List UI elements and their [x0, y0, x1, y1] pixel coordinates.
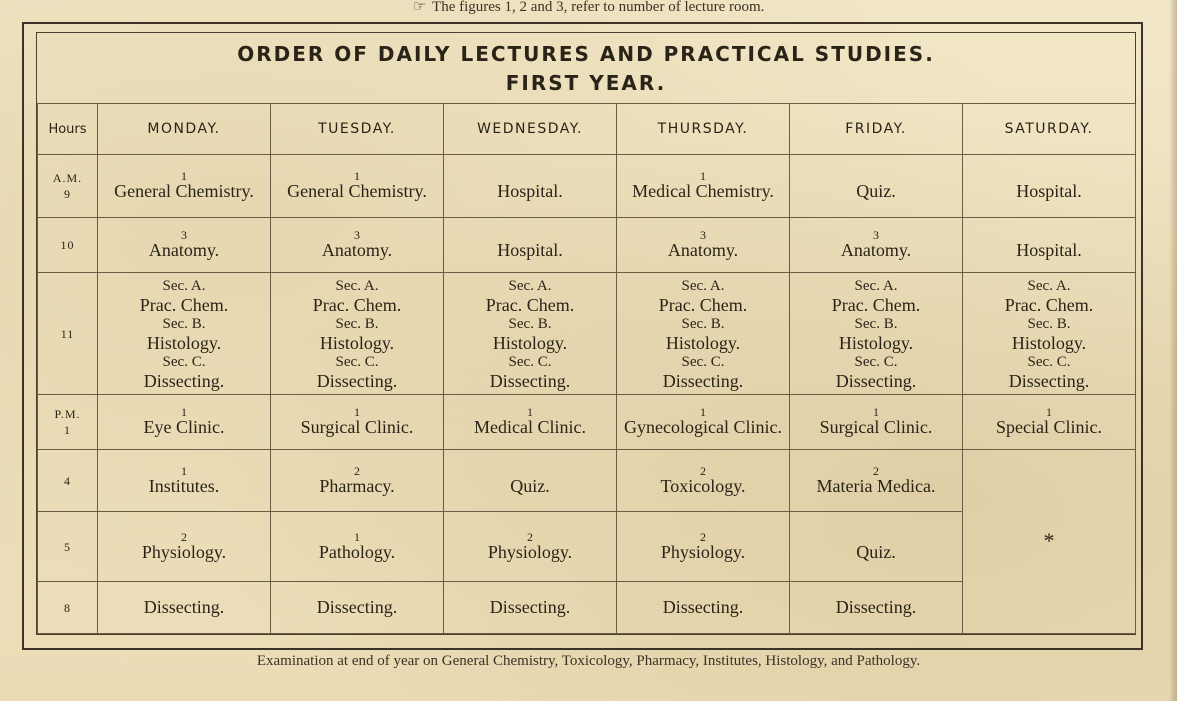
- room-number: 1: [527, 405, 533, 419]
- subject: Quiz.: [856, 541, 896, 562]
- lecture-cell: [271, 512, 444, 582]
- day-header: SATURDAY.: [963, 104, 1136, 155]
- sections-cell: [271, 273, 444, 395]
- subject: Histology.: [319, 332, 395, 353]
- header-row: [38, 104, 1136, 155]
- section-label: Sec. A.: [854, 277, 898, 294]
- room-number: 3: [181, 228, 187, 242]
- section-label: Sec. A.: [508, 277, 552, 294]
- lecture-cell: [98, 395, 271, 450]
- subject: Quiz.: [510, 475, 550, 496]
- room-number: [444, 466, 616, 476]
- room-number: 3: [700, 228, 706, 242]
- lecture-cell: [98, 218, 271, 273]
- room-number: [444, 230, 616, 240]
- room-number: [963, 230, 1135, 240]
- room-number: 1: [354, 169, 360, 183]
- examination-note: Examination at end of year on General Chemistry, Toxicology, Pharmacy, Institutes, Histology, and Pathology.: [256, 653, 921, 669]
- subject: Dissecting.: [143, 597, 225, 617]
- asterisk-mark: *: [1043, 527, 1055, 553]
- lecture-cell: [444, 218, 617, 273]
- section-label: Sec. C.: [681, 353, 725, 370]
- subject: Physiology.: [141, 541, 227, 562]
- hour-cell: [38, 218, 98, 273]
- subject: Histology.: [1011, 332, 1087, 353]
- sections-cell: [790, 273, 963, 395]
- room-number: 1: [700, 169, 706, 183]
- subject: Dissecting.: [662, 597, 744, 617]
- subject: Pharmacy.: [319, 475, 395, 496]
- room-number: 3: [873, 228, 879, 242]
- hour-label: A.M.: [52, 171, 83, 185]
- sections-cell: [963, 273, 1136, 395]
- subject: Prac. Chem.: [1004, 294, 1094, 315]
- subject: Dissecting.: [143, 370, 225, 391]
- lecture-table: [37, 103, 1136, 634]
- room-number: 2: [873, 463, 879, 478]
- section-label: Sec. C.: [854, 353, 898, 370]
- subject: Anatomy.: [321, 240, 393, 260]
- hour-value: 8: [64, 600, 71, 615]
- subject: Histology.: [146, 332, 222, 353]
- subject: Dissecting.: [489, 370, 571, 391]
- day-header: WEDNESDAY.: [444, 104, 617, 155]
- section-label: Sec. C.: [1027, 353, 1071, 370]
- table-row: [38, 155, 1136, 218]
- subject: Pathology.: [318, 541, 396, 562]
- subject: Prac. Chem.: [658, 294, 748, 315]
- subject: Dissecting.: [316, 370, 398, 391]
- subject: Dissecting.: [1008, 370, 1090, 391]
- room-number: 2: [354, 463, 360, 478]
- subject: Quiz.: [856, 181, 896, 201]
- lecture-cell: [444, 155, 617, 218]
- hour-value: 4: [64, 473, 71, 488]
- lecture-room-note-text: The figures 1, 2 and 3, refer to number of lecture room.: [432, 0, 765, 15]
- lecture-cell: [271, 395, 444, 450]
- lecture-cell: [444, 582, 617, 634]
- pointing-hand-icon: ☞: [412, 0, 427, 15]
- room-number: 1: [354, 529, 360, 544]
- subject: Physiology.: [487, 541, 573, 562]
- subject: Hospital.: [1016, 181, 1082, 201]
- room-number: 1: [1046, 405, 1052, 419]
- subject: Dissecting.: [316, 597, 398, 617]
- room-number: 2: [700, 529, 706, 544]
- room-number: 1: [873, 405, 879, 419]
- subject: Gynecological Clinic.: [624, 417, 782, 437]
- subject: Surgical Clinic.: [300, 417, 414, 437]
- lecture-cell: [98, 582, 271, 634]
- lecture-cell: [790, 582, 963, 634]
- hour-cell: [38, 450, 98, 512]
- subject: Surgical Clinic.: [819, 417, 933, 437]
- lecture-cell: [98, 450, 271, 512]
- subject: Physiology.: [660, 541, 746, 562]
- subject: Histology.: [492, 332, 568, 353]
- day-header: THURSDAY.: [617, 104, 790, 155]
- subject: General Chemistry.: [114, 181, 254, 201]
- lecture-cell: [617, 512, 790, 582]
- hour-label: P.M.: [54, 407, 81, 421]
- subject: Anatomy.: [148, 240, 220, 260]
- hour-cell: [38, 582, 98, 634]
- table-row: [38, 395, 1136, 450]
- lecture-room-note: [0, 0, 1177, 16]
- subject: Toxicology.: [660, 475, 746, 496]
- section-label: Sec. B.: [854, 315, 898, 332]
- page-title: ORDER OF DAILY LECTURES AND PRACTICAL STUDIES.: [237, 42, 935, 66]
- subject: Prac. Chem.: [139, 294, 229, 315]
- hour-value: 9: [64, 187, 71, 201]
- page-subtitle: FIRST YEAR.: [505, 71, 667, 95]
- subject: Medical Chemistry.: [632, 181, 774, 201]
- lecture-cell: [444, 512, 617, 582]
- lecture-cell: [790, 395, 963, 450]
- subject: Hospital.: [1016, 240, 1082, 260]
- lecture-cell: [271, 450, 444, 512]
- section-label: Sec. A.: [335, 277, 379, 294]
- day-header: TUESDAY.: [271, 104, 444, 155]
- section-label: Sec. C.: [508, 353, 552, 370]
- subject: Hospital.: [497, 181, 563, 201]
- section-label: Sec. C.: [335, 353, 379, 370]
- lecture-cell: [790, 218, 963, 273]
- section-label: Sec. B.: [335, 315, 379, 332]
- room-number: [444, 171, 616, 181]
- room-number: 1: [354, 405, 360, 419]
- table-row: [38, 218, 1136, 273]
- lecture-cell: [271, 155, 444, 218]
- subject: Anatomy.: [840, 240, 912, 260]
- subject: Hospital.: [497, 240, 563, 260]
- room-number: [963, 171, 1135, 181]
- subject: Prac. Chem.: [312, 294, 402, 315]
- subject: Histology.: [665, 332, 741, 353]
- subject: Institutes.: [148, 475, 220, 496]
- lecture-cell: [271, 218, 444, 273]
- room-number: [790, 532, 962, 542]
- section-label: Sec. B.: [162, 315, 206, 332]
- room-number: 1: [181, 463, 187, 478]
- sections-cell: [444, 273, 617, 395]
- subject: Dissecting.: [489, 597, 571, 617]
- hour-value: 10: [60, 238, 75, 252]
- sections-cell: [98, 273, 271, 395]
- lecture-cell: [963, 395, 1136, 450]
- subject: Medical Clinic.: [474, 417, 586, 437]
- day-header: MONDAY.: [98, 104, 271, 155]
- lecture-cell: [617, 450, 790, 512]
- hours-header: Hours: [38, 104, 98, 155]
- saturday-pm-cell: [963, 450, 1136, 634]
- lecture-cell: [617, 218, 790, 273]
- lecture-cell: [271, 582, 444, 634]
- hour-value: 5: [64, 539, 71, 554]
- section-label: Sec. B.: [1027, 315, 1071, 332]
- section-label: Sec. A.: [681, 277, 725, 294]
- room-number: 2: [700, 463, 706, 478]
- lecture-cell: [444, 450, 617, 512]
- lecture-cell: [790, 512, 963, 582]
- subject: Dissecting.: [662, 370, 744, 391]
- lecture-cell: [617, 395, 790, 450]
- lecture-cell: [963, 155, 1136, 218]
- subject: General Chemistry.: [287, 181, 427, 201]
- sections-cell: [617, 273, 790, 395]
- room-number: 1: [181, 169, 187, 183]
- page-edge-shadow: [1169, 0, 1177, 701]
- hour-cell: [38, 512, 98, 582]
- subject: Anatomy.: [667, 240, 739, 260]
- lecture-cell: [617, 582, 790, 634]
- section-label: Sec. A.: [162, 277, 206, 294]
- lecture-cell: [98, 155, 271, 218]
- subject: Dissecting.: [835, 370, 917, 391]
- lecture-cell: [790, 450, 963, 512]
- lecture-cell: [963, 218, 1136, 273]
- room-number: 1: [181, 405, 187, 419]
- room-number: 2: [527, 529, 533, 544]
- section-label: Sec. B.: [681, 315, 725, 332]
- lecture-cell: [790, 155, 963, 218]
- table-row: [38, 273, 1136, 395]
- subject: Histology.: [838, 332, 914, 353]
- lecture-cell: [98, 512, 271, 582]
- room-number: 1: [700, 405, 706, 419]
- hour-cell: [38, 155, 98, 218]
- room-number: 3: [354, 228, 360, 242]
- section-label: Sec. B.: [508, 315, 552, 332]
- hour-value: 1: [64, 423, 71, 437]
- subject: Dissecting.: [835, 597, 917, 617]
- day-header: FRIDAY.: [790, 104, 963, 155]
- room-number: 2: [181, 529, 187, 544]
- lecture-cell: [444, 395, 617, 450]
- hour-cell: [38, 395, 98, 450]
- hour-value: 11: [60, 326, 75, 341]
- room-number: [790, 171, 962, 181]
- lecture-cell: [617, 155, 790, 218]
- subject: Prac. Chem.: [831, 294, 921, 315]
- subject: Materia Medica.: [816, 475, 936, 496]
- table-row: [38, 450, 1136, 512]
- hour-cell: [38, 273, 98, 395]
- subject: Eye Clinic.: [143, 417, 225, 437]
- section-label: Sec. C.: [162, 353, 206, 370]
- subject: Prac. Chem.: [485, 294, 575, 315]
- subject: Special Clinic.: [996, 417, 1102, 437]
- section-label: Sec. A.: [1027, 277, 1071, 294]
